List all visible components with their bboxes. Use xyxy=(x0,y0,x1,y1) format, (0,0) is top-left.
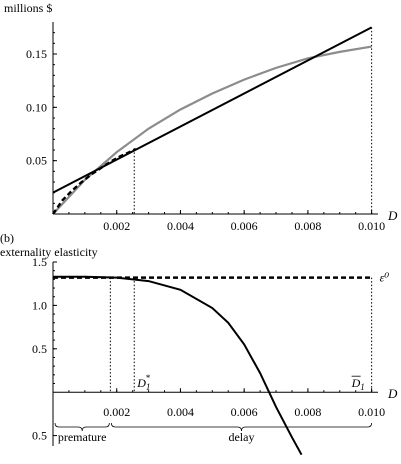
x-tick-label-a: 0.006 xyxy=(230,219,258,233)
annotation-d-star-sup: * xyxy=(145,373,150,384)
x-axis-label-a: D xyxy=(388,208,398,223)
y-tick-label-b-negative: 0.5 xyxy=(32,428,47,443)
panel-label-b: (b) xyxy=(0,231,14,245)
x-tick-label-b: 0.010 xyxy=(358,405,386,420)
panel-a xyxy=(4,1,398,233)
series-line-b-1 xyxy=(53,277,302,455)
annotation-d-bar-sub: 1 xyxy=(360,382,365,393)
series-line-a-2 xyxy=(53,149,136,214)
y-tick-label-a: 0.15 xyxy=(26,47,47,61)
x-tick-label-b: 0.008 xyxy=(294,405,322,420)
y-tick-label-b: 1.0 xyxy=(32,298,47,313)
x-tick-label-a: 0.010 xyxy=(358,219,386,233)
series-label-epsilon: ε⁰ xyxy=(379,270,390,285)
bracket-label-delay: delay xyxy=(228,430,255,444)
panel-b xyxy=(0,231,398,455)
y-axis-label-a: millions $ xyxy=(4,1,53,15)
annotation-d-bar: $D_1$ xyxy=(351,376,365,393)
y-tick-label-a: 0.10 xyxy=(26,100,47,115)
x-tick-label-b: 0.004 xyxy=(166,405,194,420)
y-axis-label-b: externality elasticity xyxy=(0,245,98,259)
x-tick-label-a: 0.008 xyxy=(294,219,322,233)
x-tick-label-b: 0.006 xyxy=(230,405,258,420)
y-tick-label-b: 0.5 xyxy=(32,341,47,356)
annotation-d-star: $D_1*$ xyxy=(137,373,151,393)
bracket-label-premature: premature xyxy=(57,430,107,444)
series-line-a-0 xyxy=(53,47,372,214)
y-tick-label-a: 0.05 xyxy=(26,153,47,168)
x-tick-label-a: 0.002 xyxy=(103,219,131,233)
annotation-d-star-sub: 1 xyxy=(145,382,151,393)
x-tick-label-a: 0.004 xyxy=(166,219,194,233)
y-tick-label-b: 1.5 xyxy=(32,255,47,269)
x-tick-label-b: 0.002 xyxy=(103,405,131,420)
x-axis-label-b: D xyxy=(388,386,398,402)
